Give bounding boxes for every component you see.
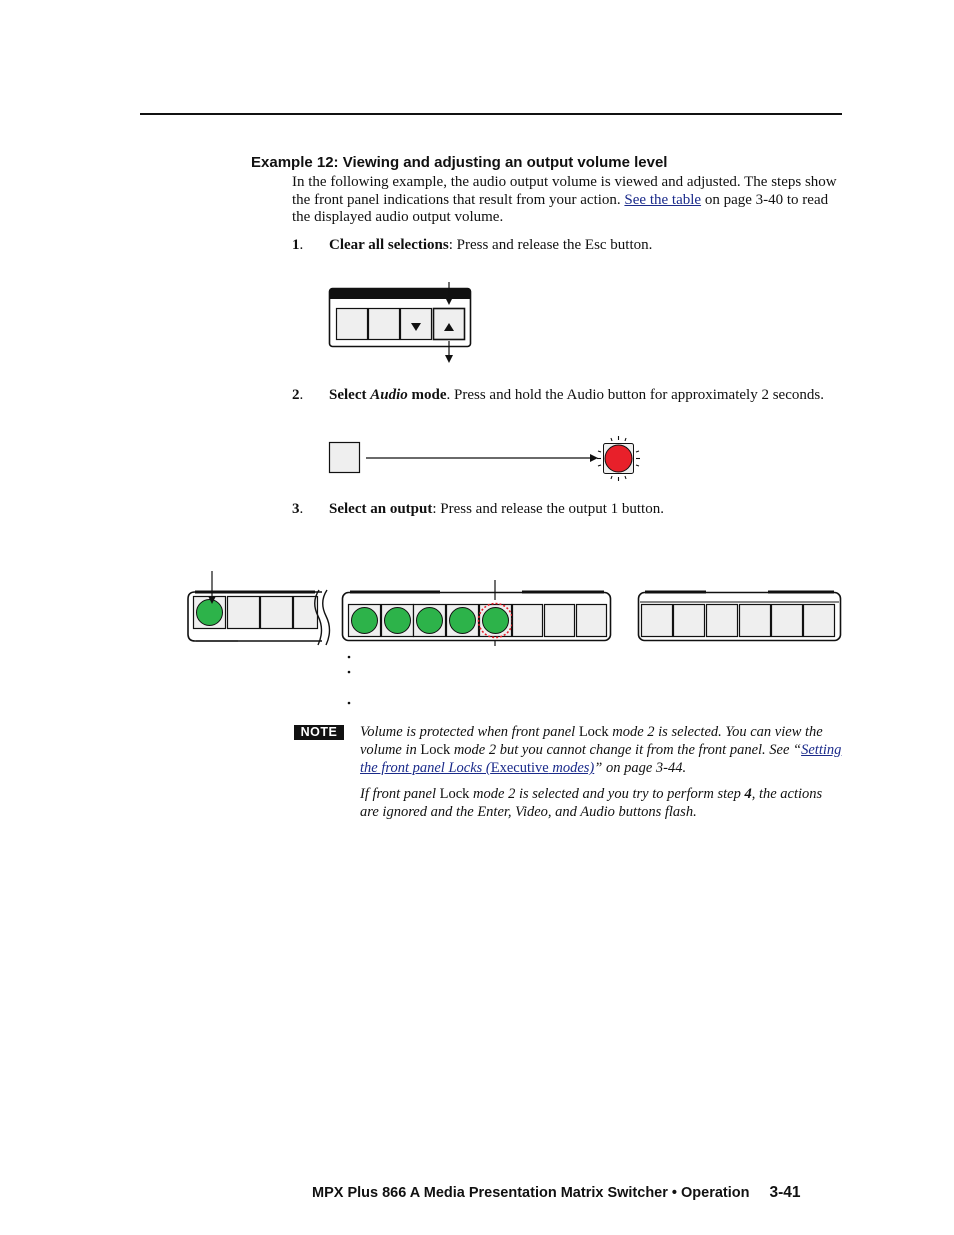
- panel-button-1: [337, 309, 368, 340]
- front-panel-locks-link[interactable]: Setting the front panel Locks (Executive modes): [360, 742, 842, 776]
- panel-button-2: [369, 309, 400, 340]
- esc-panel: [330, 282, 471, 363]
- audio-button-lit: [597, 436, 640, 481]
- control-button-group: [639, 592, 841, 641]
- note-tag: NOTE: [294, 725, 344, 740]
- output-1-flash: [479, 604, 513, 638]
- output-button-group: [343, 580, 611, 646]
- note-paragraph-1: Volume is protected when front panel Lock mode 2 is selected. You can view the volume in Lock mode 2 but you cannot change it from the front panel. See “Setting the front panel Locks (Executive modes)” on page 3-44.: [360, 724, 842, 776]
- audio-button-off: [330, 443, 360, 473]
- see-table-link[interactable]: See the table: [624, 191, 702, 208]
- input-1-led: [197, 600, 223, 626]
- intro-paragraph: In the following example, the audio output volume is viewed and adjusted. The steps show the front panel indications that result from your action. See the table on page 3-40 to read the displayed audio output volume.: [292, 174, 837, 225]
- flash-rays: [597, 436, 640, 481]
- page-footer: [312, 1184, 801, 1202]
- output-1-led: [483, 608, 509, 634]
- bullet-dots: [348, 656, 351, 705]
- footer-title: MPX Plus 866 A Media Presentation Matrix Switcher • Operation: [312, 1185, 750, 1201]
- down-arrow-button: [401, 309, 432, 340]
- page-number: 3-41: [769, 1184, 801, 1201]
- input-button-group: [188, 571, 322, 641]
- down-arrow-icon: [411, 323, 421, 331]
- up-arrow-icon: [444, 323, 454, 331]
- note-paragraph-2: If front panel Lock mode 2 is selected and you try to perform step 4, the actions are ignored and the Enter, Video, and Audio buttons flash.: [360, 786, 823, 820]
- section-heading: Example 12: Viewing and adjusting an output volume level: [251, 154, 668, 171]
- esc-button: [434, 309, 465, 340]
- header-rule: [140, 113, 842, 115]
- panel-break: [315, 590, 330, 645]
